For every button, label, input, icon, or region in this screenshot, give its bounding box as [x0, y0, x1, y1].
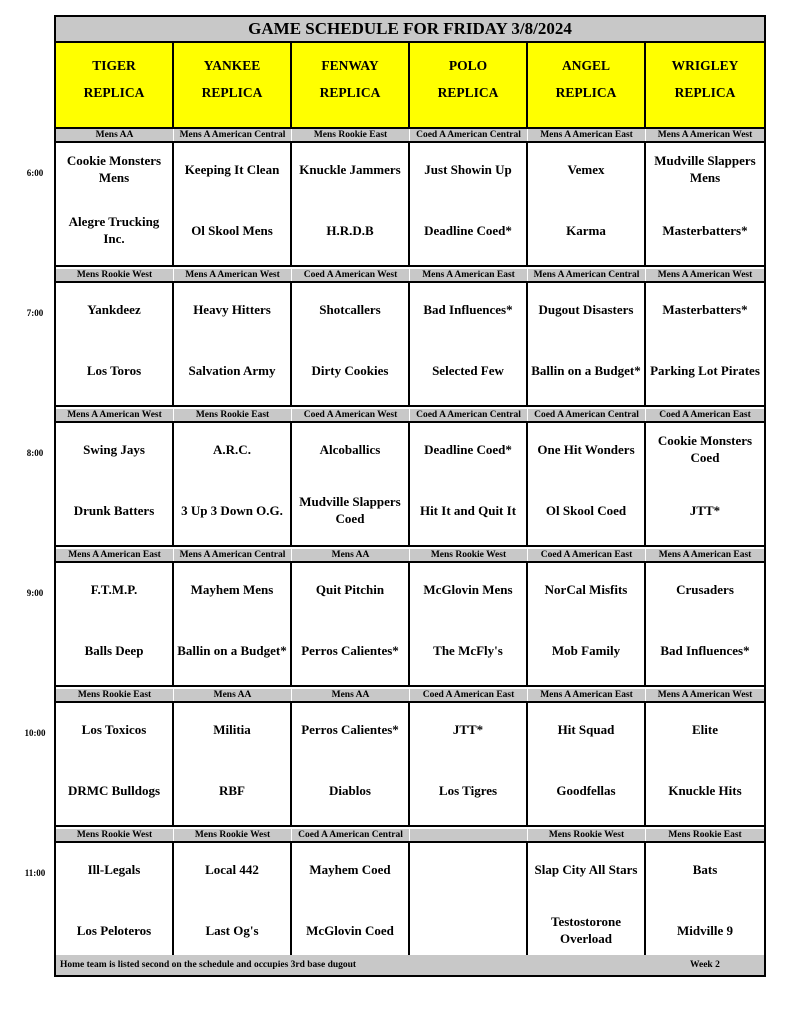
away-team: Crusaders — [676, 581, 734, 597]
away-team: JTT* — [452, 721, 484, 737]
game-cell — [56, 843, 174, 965]
time-label: 9:00 — [26, 588, 44, 598]
division-row — [56, 829, 764, 843]
home-team: Last Og's — [205, 922, 259, 938]
game-cell — [174, 703, 292, 825]
away-team: One Hit Wonders — [537, 441, 635, 457]
home-team: Los Peloteros — [76, 922, 152, 938]
home-team: Ballin on a Budget* — [531, 362, 641, 378]
home-team: Mob Family — [551, 642, 621, 658]
away-team: F.T.M.P. — [90, 581, 138, 597]
away-team: Alcoballics — [319, 441, 381, 457]
division-label: Coed A American Central — [410, 409, 528, 421]
game-cell — [174, 843, 292, 965]
division-label: Mens A American East — [56, 549, 174, 561]
games-row — [56, 563, 764, 687]
game-cell — [56, 703, 174, 825]
venue-header: ANGEL REPLICA — [528, 43, 646, 127]
game-cell — [528, 143, 646, 265]
division-label: Mens A American Central — [528, 269, 646, 281]
game-cell — [410, 283, 528, 405]
time-label: 8:00 — [26, 448, 44, 458]
division-label: Mens AA — [292, 689, 410, 701]
time-label: 11:00 — [24, 868, 46, 878]
division-label: Mens A American East — [658, 550, 752, 560]
game-cell — [528, 703, 646, 825]
division-label: Mens Rookie East — [174, 409, 292, 421]
away-team: Quit Pitchin — [315, 581, 385, 597]
division-label: Mens A American Central — [174, 129, 292, 141]
game-cell — [56, 423, 174, 545]
schedule-sheet — [54, 15, 766, 977]
home-team: Ballin on a Budget* — [177, 642, 287, 658]
away-team: Swing Jays — [83, 441, 145, 457]
away-team: Slap City All Stars — [534, 861, 638, 877]
time-slot-block — [56, 829, 764, 967]
division-label: Coed A American East — [659, 410, 751, 420]
away-team: Los Toxicos — [81, 721, 147, 737]
footer-note: Home team is listed second on the schedule and occupies 3rd base dugout — [60, 960, 357, 970]
division-label: Mens A American East — [528, 689, 646, 701]
division-row — [56, 129, 764, 143]
game-cell — [646, 843, 764, 965]
home-team: Ol Skool Mens — [191, 222, 273, 238]
division-label: Coed A American Central — [528, 409, 646, 421]
home-team: JTT* — [689, 502, 721, 518]
division-row — [56, 409, 764, 423]
game-cell — [528, 843, 646, 965]
away-team: A.R.C. — [213, 441, 251, 457]
home-team: Salvation Army — [188, 362, 276, 378]
game-cell — [56, 283, 174, 405]
home-team: Los Tigres — [438, 782, 498, 798]
away-team: Deadline Coed* — [424, 441, 512, 457]
home-team: Deadline Coed* — [424, 222, 512, 238]
home-team: Balls Deep — [84, 642, 144, 658]
time-slot-block — [56, 549, 764, 687]
away-team: Bad Influences* — [423, 301, 513, 317]
time-label: 7:00 — [26, 308, 44, 318]
division-label: Mens Rookie East — [56, 689, 174, 701]
time-slot-block — [56, 689, 764, 827]
home-team: H.R.D.B — [326, 222, 374, 238]
division-row — [56, 269, 764, 283]
away-team: Perros Calientes* — [301, 721, 399, 737]
away-team: Masterbatters* — [662, 301, 748, 317]
venue-header: WRIGLEY REPLICA — [646, 43, 764, 127]
games-row — [56, 423, 764, 547]
time-slot-block — [56, 129, 764, 267]
home-team: Los Toros — [86, 362, 142, 378]
games-row — [56, 703, 764, 827]
venue-header: YANKEE REPLICA — [174, 43, 292, 127]
game-cell — [646, 283, 764, 405]
away-team: NorCal Misfits — [544, 581, 628, 597]
division-label: Mens A American West — [657, 690, 753, 700]
home-team: RBF — [219, 782, 245, 798]
time-label: 10:00 — [24, 728, 46, 738]
home-team: Selected Few — [432, 362, 504, 378]
game-cell — [292, 703, 410, 825]
division-row — [56, 549, 764, 563]
division-label: Mens Rookie East — [292, 129, 410, 141]
game-cell — [528, 283, 646, 405]
week-label: Week 2 — [690, 960, 720, 970]
game-cell — [292, 143, 410, 265]
game-cell — [174, 283, 292, 405]
game-cell — [174, 423, 292, 545]
division-label: Coed A American East — [410, 689, 528, 701]
division-label: Mens A American West — [657, 270, 753, 280]
home-team: Bad Influences* — [660, 642, 750, 658]
division-label: Coed A American Central — [292, 829, 410, 841]
division-label: Mens Rookie West — [174, 829, 292, 841]
game-cell — [528, 563, 646, 685]
time-slot-block — [56, 409, 764, 547]
time-slot-block — [56, 269, 764, 407]
home-team: Ol Skool Coed — [545, 502, 627, 518]
home-team: 3 Up 3 Down O.G. — [181, 502, 283, 518]
games-row — [56, 283, 764, 407]
away-team — [412, 849, 524, 889]
away-team: Just Showin Up — [424, 161, 512, 177]
away-team: Hit Squad — [557, 721, 615, 737]
division-row — [56, 689, 764, 703]
venue-header: FENWAY REPLICA — [292, 43, 410, 127]
division-label: Mens Rookie West — [56, 269, 174, 281]
home-team: Drunk Batters — [73, 502, 155, 518]
home-team: Mudville Slappers Coed — [299, 494, 401, 526]
division-label: Coed A American West — [292, 409, 410, 421]
away-team: McGlovin Mens — [423, 581, 513, 597]
division-label: Mens AA — [56, 129, 174, 141]
game-cell — [292, 283, 410, 405]
division-label: Mens AA — [292, 549, 410, 561]
game-cell — [410, 143, 528, 265]
home-team: Goodfellas — [556, 782, 616, 798]
division-label: Mens A American West — [657, 130, 753, 140]
away-team: Keeping It Clean — [184, 161, 280, 177]
away-team: Ill-Legals — [87, 861, 141, 877]
game-cell — [410, 843, 528, 965]
home-team: Knuckle Hits — [668, 782, 742, 798]
division-label: Mens Rookie West — [528, 829, 646, 841]
home-team — [412, 910, 524, 950]
venue-header-row — [56, 43, 764, 129]
games-row — [56, 843, 764, 967]
away-team: Elite — [692, 721, 718, 737]
home-team: Perros Calientes* — [301, 642, 399, 658]
division-label: Coed A American East — [528, 549, 646, 561]
venue-header: TIGER REPLICA — [56, 43, 174, 127]
games-row — [56, 143, 764, 267]
home-team: Testostorone Overload — [550, 914, 622, 946]
game-cell — [528, 423, 646, 545]
game-cell — [292, 843, 410, 965]
game-cell — [174, 143, 292, 265]
schedule-footer — [56, 955, 764, 975]
away-team: Mayhem Coed — [309, 861, 391, 877]
away-team: Mayhem Mens — [190, 581, 274, 597]
home-team: The McFly's — [433, 642, 503, 658]
game-cell — [646, 563, 764, 685]
away-team: Local 442 — [205, 861, 259, 877]
division-label: Mens Rookie West — [56, 829, 174, 841]
home-team: McGlovin Coed — [306, 922, 394, 938]
away-team: Heavy Hitters — [193, 301, 271, 317]
away-team: Knuckle Jammers — [299, 161, 401, 177]
home-team: Karma — [566, 222, 606, 238]
away-team: Vemex — [567, 161, 605, 177]
game-cell — [292, 563, 410, 685]
game-cell — [56, 563, 174, 685]
time-label: 6:00 — [26, 168, 44, 178]
division-label: Mens Rookie West — [410, 549, 528, 561]
away-team: Mudville Slappers Mens — [654, 153, 756, 185]
division-label: Mens A American East — [410, 269, 528, 281]
division-label: Mens A American West — [174, 269, 292, 281]
game-cell — [174, 563, 292, 685]
game-cell — [646, 143, 764, 265]
game-cell — [56, 143, 174, 265]
away-team: Yankdeez — [87, 301, 141, 317]
away-team: Militia — [213, 721, 251, 737]
game-cell — [646, 423, 764, 545]
home-team: Dirty Cookies — [311, 362, 389, 378]
division-label: Mens AA — [174, 689, 292, 701]
away-team: Cookie Monsters Mens — [66, 153, 162, 185]
division-label: Mens A American West — [56, 409, 174, 421]
division-label — [410, 829, 528, 841]
game-cell — [410, 703, 528, 825]
game-cell — [646, 703, 764, 825]
division-label: Mens A American East — [528, 129, 646, 141]
division-label: Coed A American West — [292, 269, 410, 281]
division-label: Coed A American Central — [410, 129, 528, 141]
schedule-title: GAME SCHEDULE FOR FRIDAY 3/8/2024 — [56, 17, 764, 43]
home-team: Parking Lot Pirates — [650, 362, 760, 378]
game-cell — [410, 563, 528, 685]
away-team: Cookie Monsters Coed — [657, 433, 753, 465]
home-team: Hit It and Quit It — [419, 502, 517, 518]
home-team: Alegre Trucking Inc. — [68, 214, 160, 246]
venue-header: POLO REPLICA — [410, 43, 528, 127]
away-team: Dugout Disasters — [538, 301, 634, 317]
away-team: Shotcallers — [319, 301, 381, 317]
division-label: Mens Rookie East — [668, 830, 742, 840]
game-cell — [292, 423, 410, 545]
game-cell — [410, 423, 528, 545]
home-team: Masterbatters* — [662, 222, 748, 238]
away-team: Bats — [692, 861, 718, 877]
home-team: Diablos — [329, 782, 371, 798]
home-team: Midville 9 — [677, 922, 733, 938]
home-team: DRMC Bulldogs — [67, 782, 161, 798]
division-label: Mens A American Central — [174, 549, 292, 561]
